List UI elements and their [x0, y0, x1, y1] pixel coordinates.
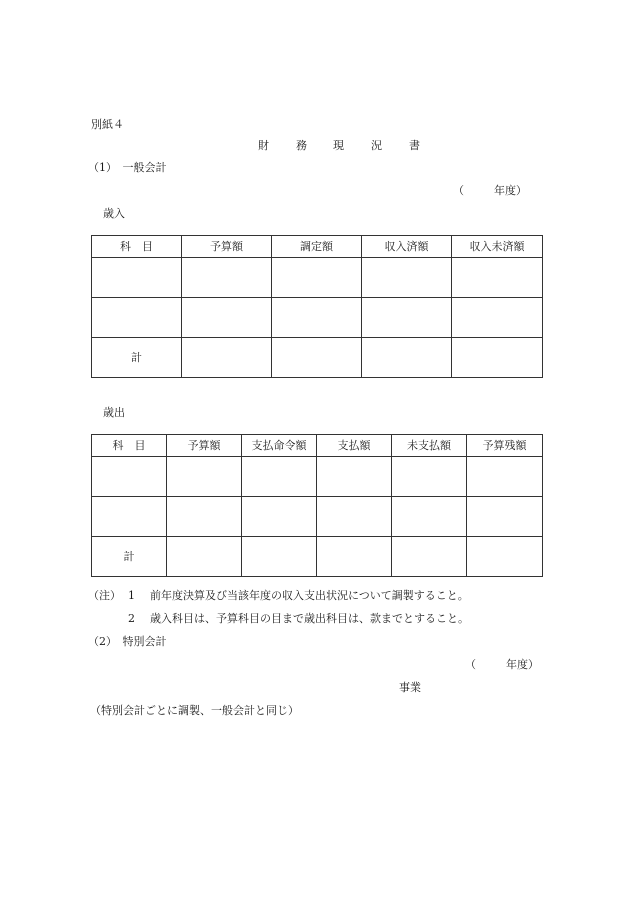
- table-row: [92, 258, 543, 298]
- table-header-row: [92, 435, 543, 457]
- title-char: 況: [371, 139, 382, 152]
- table-cell: [92, 298, 182, 338]
- table-cell: [92, 457, 167, 497]
- table-cell: [272, 338, 362, 378]
- table-row: [92, 497, 543, 537]
- table-cell: [182, 258, 272, 298]
- table-cell: [392, 457, 467, 497]
- attachment-label: 別紙４: [91, 118, 124, 131]
- note-text: 前年度決算及び当該年度の収入支出状況について調製すること。: [150, 589, 469, 602]
- table-cell: [272, 258, 362, 298]
- column-header: 調定額: [272, 236, 362, 258]
- total-label: 計: [92, 537, 167, 577]
- column-header: 未支払額: [392, 435, 467, 457]
- table-cell: [317, 537, 392, 577]
- revenue-table: [91, 235, 543, 378]
- column-header: 支払命令額: [242, 435, 317, 457]
- table-cell: [467, 497, 543, 537]
- expenditure-label: 歳出: [103, 406, 125, 419]
- revenue-label: 歳入: [103, 207, 125, 220]
- table-cell: [92, 258, 182, 298]
- fiscal-year-close: 年度）: [494, 184, 527, 197]
- note-number: 2: [128, 612, 135, 625]
- table-header-row: [92, 236, 543, 258]
- title-char: 財: [258, 139, 269, 152]
- column-header: 科 目: [92, 236, 182, 258]
- table-cell: [92, 497, 167, 537]
- table-cell: [362, 298, 452, 338]
- table-row: [92, 298, 543, 338]
- column-header: 予算額: [182, 236, 272, 258]
- table-cell: [272, 298, 362, 338]
- column-header: 収入済額: [362, 236, 452, 258]
- business-label: 事業: [399, 681, 421, 694]
- table-cell: [362, 258, 452, 298]
- column-header: 予算残額: [467, 435, 543, 457]
- general-account-heading: （1） 一般会計: [88, 161, 167, 174]
- table-cell: [182, 298, 272, 338]
- table-cell: [182, 338, 272, 378]
- note-text: 歳入科目は、予算科目の目まで歳出科目は、款までとすること。: [150, 612, 469, 625]
- title-char: 現: [333, 139, 344, 152]
- table-cell: [167, 537, 242, 577]
- table-cell: [317, 457, 392, 497]
- special-account-heading: （2） 特別会計: [88, 635, 167, 648]
- table-cell: [452, 338, 543, 378]
- table-cell: [167, 497, 242, 537]
- expenditure-table: [91, 434, 543, 577]
- title-char: 書: [409, 139, 420, 152]
- table-cell: [167, 457, 242, 497]
- table-cell: [452, 298, 543, 338]
- special-fiscal-year-close: 年度）: [506, 658, 539, 671]
- table-cell: [392, 497, 467, 537]
- table-cell: [242, 457, 317, 497]
- table-cell: [467, 537, 543, 577]
- fiscal-year-open: （: [453, 184, 464, 197]
- note-number: 1: [128, 589, 135, 602]
- column-header: 科 目: [92, 435, 167, 457]
- column-header: 収入未済額: [452, 236, 543, 258]
- table-cell: [467, 457, 543, 497]
- table-cell: [362, 338, 452, 378]
- table-cell: [452, 258, 543, 298]
- special-fiscal-year-open: （: [465, 658, 476, 671]
- table-total-row: [92, 338, 543, 378]
- table-cell: [242, 537, 317, 577]
- table-cell: [242, 497, 317, 537]
- column-header: 予算額: [167, 435, 242, 457]
- table-row: [92, 457, 543, 497]
- notes-prefix: （注）: [88, 589, 121, 602]
- table-cell: [317, 497, 392, 537]
- column-header: 支払額: [317, 435, 392, 457]
- title-char: 務: [296, 139, 307, 152]
- table-cell: [392, 537, 467, 577]
- table-total-row: [92, 537, 543, 577]
- special-account-note: （特別会計ごとに調製、一般会計と同じ）: [90, 704, 299, 717]
- total-label: 計: [92, 338, 182, 378]
